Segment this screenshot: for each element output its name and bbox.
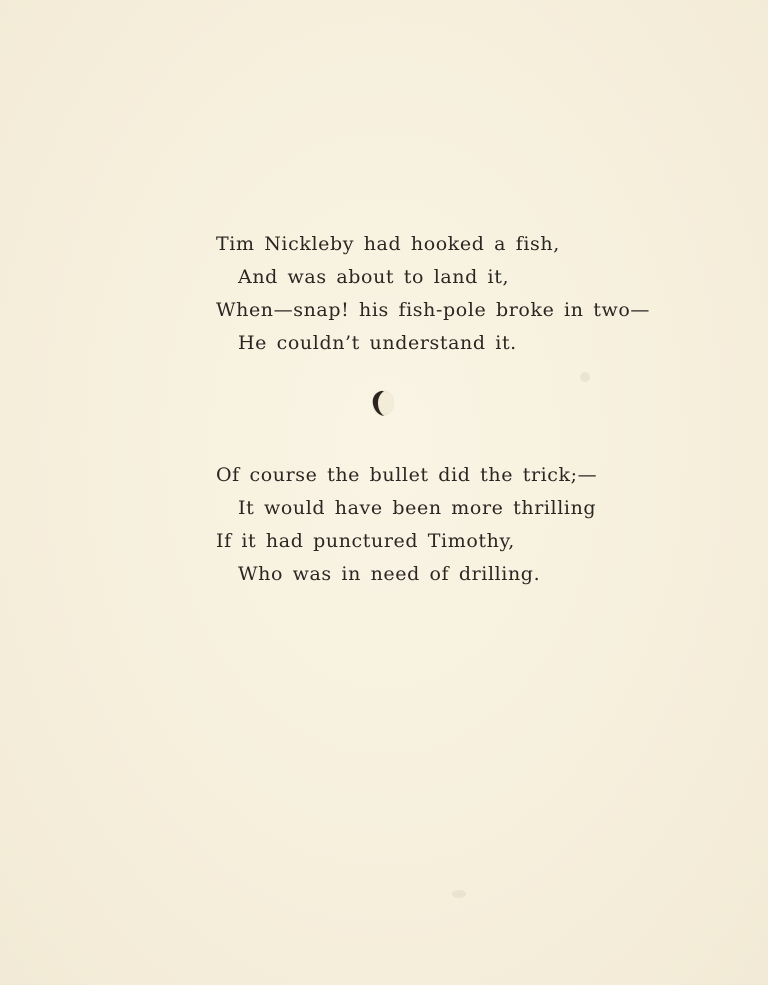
poem-line: He couldn’t understand it. <box>238 332 517 354</box>
bullet-hole-icon <box>369 388 397 418</box>
poem-line: When—snap! his fish-pole broke in two— <box>216 299 650 321</box>
paper-speck <box>580 372 590 382</box>
poem-line: It would have been more thrilling <box>238 497 597 519</box>
poem-line: Tim Nickleby had hooked a fish, <box>216 233 560 255</box>
stanza-one <box>216 228 650 360</box>
paper-speck <box>452 890 466 898</box>
poem-line: Who was in need of drilling. <box>238 563 541 585</box>
poem-line: Of course the bullet did the trick;— <box>216 464 598 486</box>
poem-line: And was about to land it, <box>238 266 510 288</box>
poem-line: If it had punctured Timothy, <box>216 530 515 552</box>
stanza-two <box>216 459 636 591</box>
